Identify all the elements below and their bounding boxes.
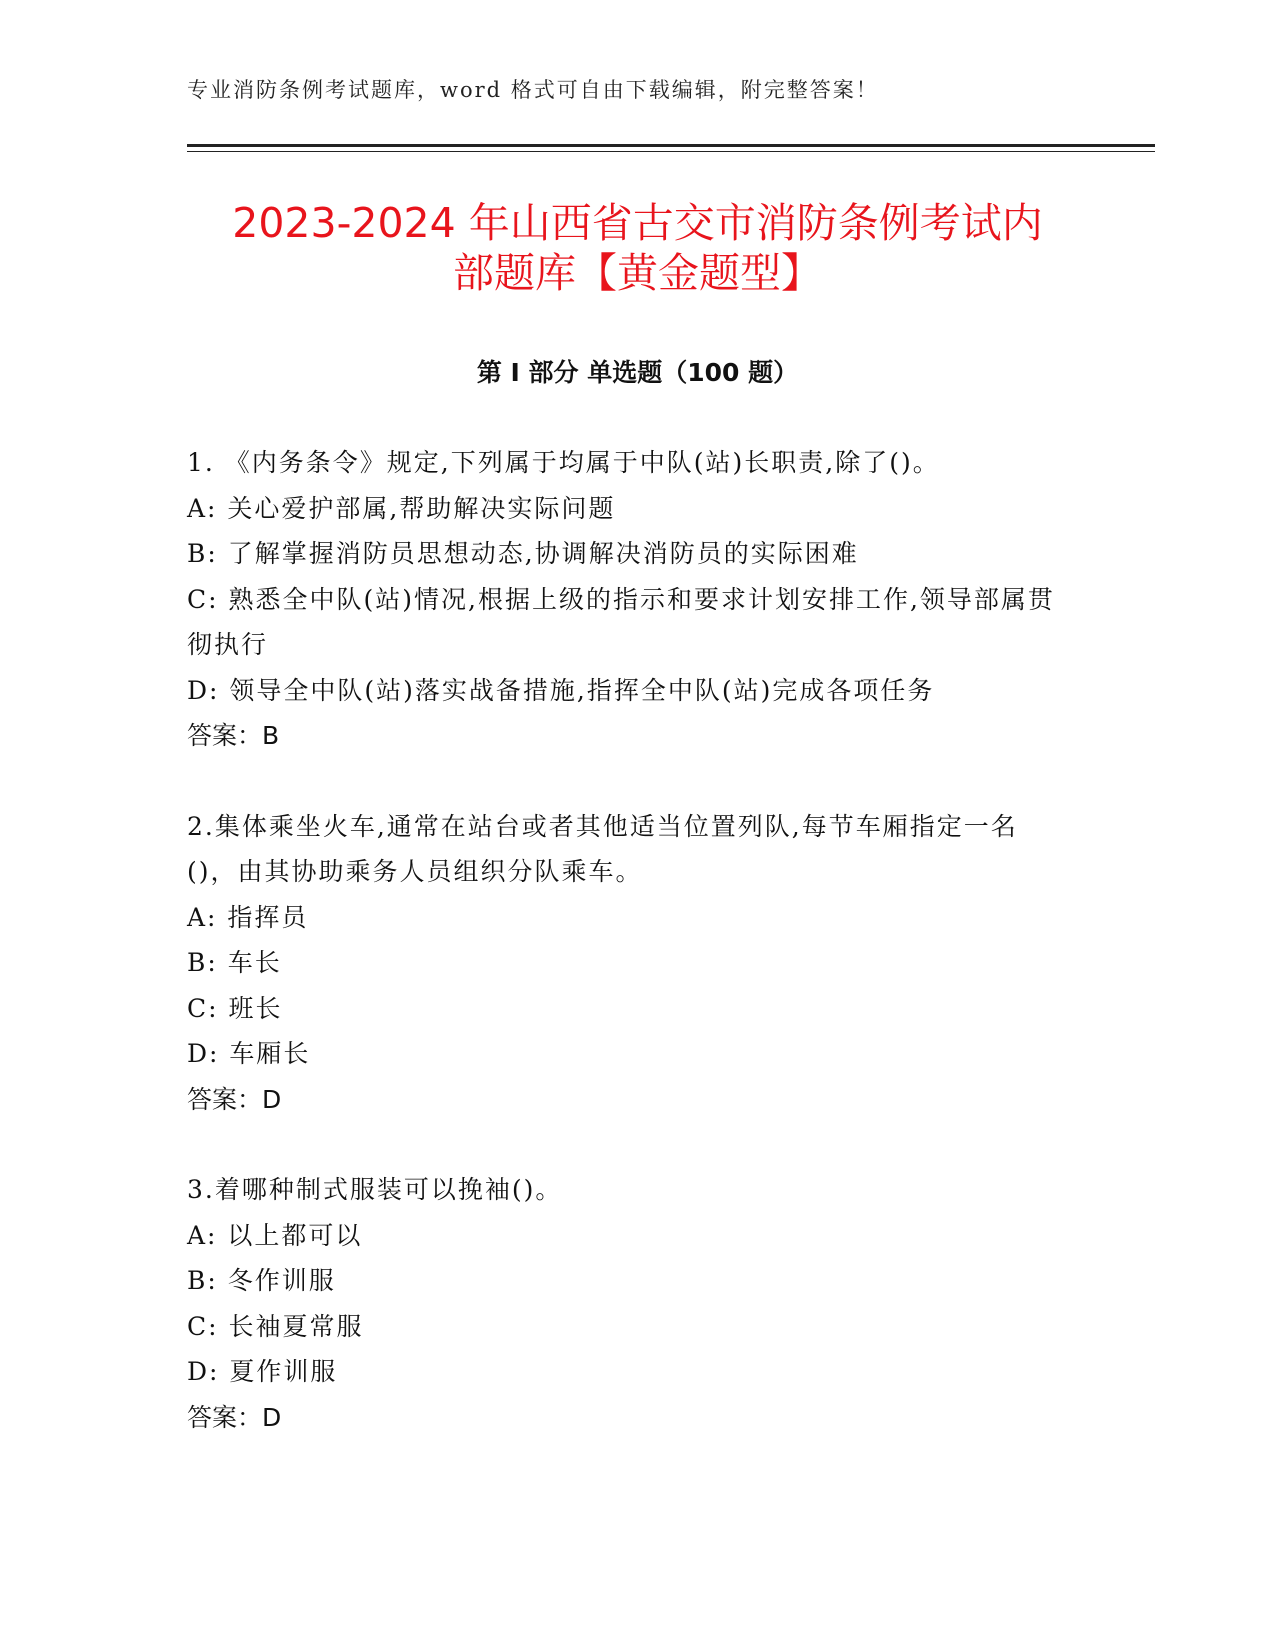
answer: 答案：D: [187, 1402, 282, 1432]
section-heading: 第 I 部分 单选题（100 题）: [476, 358, 799, 387]
answer: 答案：D: [187, 1084, 282, 1114]
title-line-2: 部题库【黄金题型】: [453, 249, 822, 297]
option-b: B: 车长: [187, 948, 282, 977]
question-2: [187, 804, 1067, 1123]
question-stem: 1. 《内务条令》规定,下列属于均属于中队(站)长职责,除了()。: [187, 448, 940, 477]
title-line-1: 2023-2024 年山西省古交市消防条例考试内: [232, 199, 1043, 247]
option-a: A: 指挥员: [187, 902, 309, 932]
question-stem: 2.集体乘坐火车,通常在站台或者其他适当位置列队,每节车厢指定一名()，由其协助乘务人员组织分队乘车。: [187, 811, 1018, 886]
option-d: D: 领导全中队(站)落实战备措施,指挥全中队(站)完成各项任务: [187, 675, 935, 705]
question-1: [187, 440, 1067, 759]
option-c: C: 熟悉全中队(站)情况,根据上级的指示和要求计划安排工作,领导部属贯彻执行: [187, 584, 1055, 659]
answer: 答案：B: [187, 721, 280, 750]
option-a: A: 以上都可以: [187, 1220, 363, 1250]
option-d: D: 夏作训服: [187, 1357, 338, 1386]
header-rule-thin: [187, 151, 1155, 152]
option-a: A: 关心爱护部属,帮助解决实际问题: [187, 493, 616, 523]
option-c: C: 班长: [187, 993, 283, 1023]
question-3: [187, 1167, 1067, 1440]
question-stem: 3.着哪种制式服装可以挽袖()。: [187, 1175, 563, 1204]
option-b: B: 了解掌握消防员思想动态,协调解决消防员的实际困难: [187, 539, 859, 568]
page-header: 专业消防条例考试题库，word 格式可自由下载编辑，附完整答案！: [187, 78, 879, 102]
option-d: D: 车厢长: [187, 1039, 311, 1068]
option-c: C: 长袖夏常服: [187, 1311, 364, 1341]
header-rule-thick: [187, 144, 1155, 147]
option-b: B: 冬作训服: [187, 1266, 336, 1295]
document-title: [150, 198, 1125, 298]
question-list: [187, 440, 1067, 1485]
